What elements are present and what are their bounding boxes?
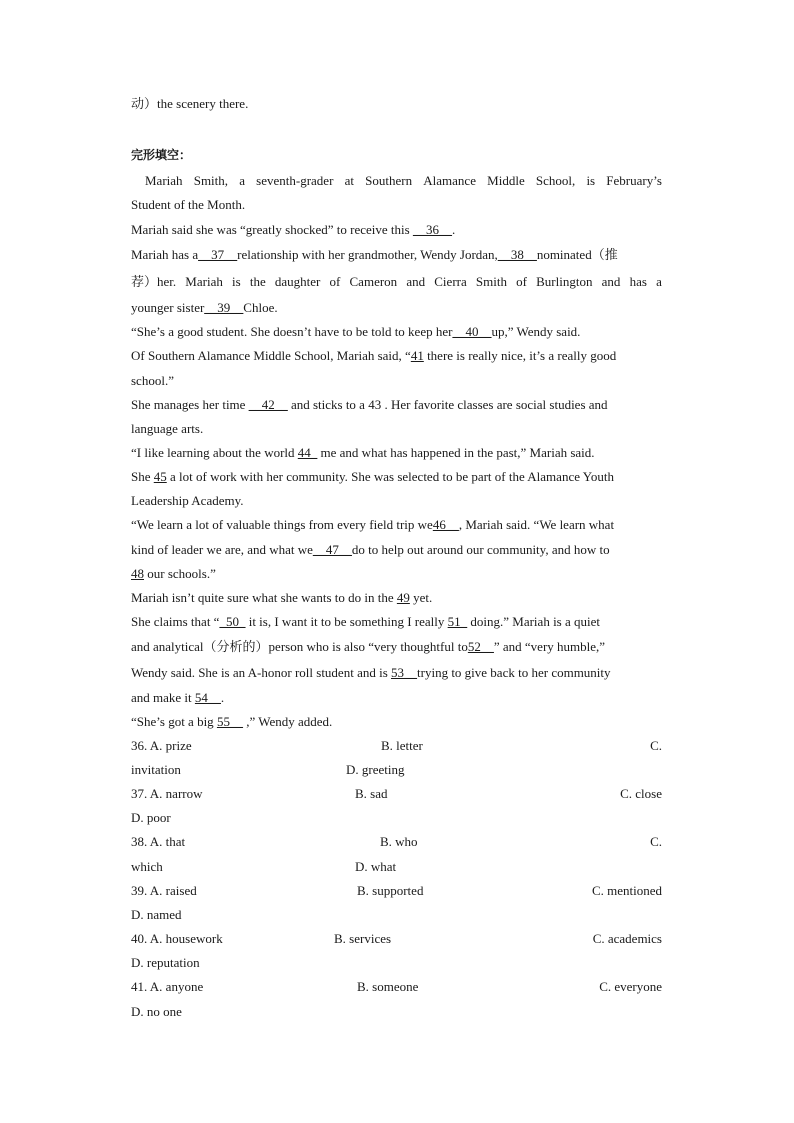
- blank-46: 46__: [432, 517, 459, 532]
- question-38-option-d: D. what: [355, 859, 397, 874]
- question-36-option-c: C.: [650, 738, 662, 753]
- question-38-option-c-text: which: [131, 859, 163, 874]
- passage-line-15: [131, 517, 662, 533]
- question-41-option-b: B. someone: [357, 979, 419, 994]
- question-39-option-b: B. supported: [357, 883, 424, 898]
- question-37-option-a: 37. A. narrow: [131, 786, 203, 801]
- text: and make it: [131, 690, 195, 705]
- blank-37: __37__: [198, 247, 238, 262]
- question-36-option-d: D. greeting: [346, 762, 405, 777]
- intro-line: [131, 96, 662, 112]
- question-40-option-d: D. reputation: [131, 955, 200, 970]
- blank-53: 53__: [391, 665, 418, 680]
- word: 荐）her.: [131, 274, 177, 289]
- word: the: [249, 274, 266, 289]
- passage-line-12: [131, 445, 662, 461]
- blank-49: 49: [396, 590, 410, 605]
- passage-line-6: [131, 300, 662, 316]
- text: me and what has happened in the past,” Mariah said.: [317, 445, 595, 460]
- question-41-option-a: 41. A. anyone: [131, 979, 204, 994]
- passage-line-23: [131, 714, 662, 730]
- word: a: [239, 173, 245, 188]
- blank-36: __36__: [412, 222, 452, 237]
- word: of: [516, 274, 527, 289]
- text: Of Southern Alamance Middle School, Mariah said, “: [131, 348, 411, 363]
- text: , Mariah said. “We learn what: [458, 517, 615, 532]
- text: Mariah isn’t quite sure what she wants to do in the: [131, 590, 397, 605]
- passage-line-4: [131, 247, 662, 263]
- passage-line-9: school.”: [131, 373, 174, 388]
- passage-line-3: [131, 222, 662, 238]
- text: it is, I want it to be something I really: [245, 614, 448, 629]
- text: “We learn a lot of valuable things from every field trip we: [131, 517, 433, 532]
- blank-41: 41: [410, 348, 424, 363]
- text: kind of leader we are, and what we: [131, 542, 313, 557]
- blank-44: 44_: [297, 445, 318, 460]
- text: ” and “very humble,”: [493, 639, 606, 654]
- question-41-option-d: D. no one: [131, 1004, 182, 1019]
- question-36-option-a: 36. A. prize: [131, 738, 192, 753]
- text: She manages her time: [131, 397, 249, 412]
- passage-line-20: [131, 639, 662, 655]
- text: and sticks to a 43 . Her favorite classes are social studies and: [287, 397, 608, 412]
- passage-line-13: [131, 469, 662, 485]
- word: Mariah: [185, 274, 223, 289]
- question-40-option-a: 40. A. housework: [131, 931, 223, 946]
- intro-line-text: the scenery there.: [157, 96, 249, 111]
- text: “I like learning about the world: [131, 445, 298, 460]
- word: has: [629, 274, 647, 289]
- blank-51: 51_: [447, 614, 468, 629]
- text: younger sister: [131, 300, 205, 315]
- passage-line-7: [131, 324, 662, 340]
- word: is: [586, 173, 596, 188]
- question-36-option-b: B. letter: [381, 738, 423, 753]
- text: “She’s a good student. She doesn’t have to be told to keep her: [131, 324, 453, 339]
- text: do to help out around our community, and how to: [351, 542, 610, 557]
- question-40-option-c: C. academics: [592, 931, 662, 946]
- word: Smith,: [193, 173, 229, 188]
- passage-line-8: [131, 348, 662, 364]
- question-36-option-c-text: invitation: [131, 762, 181, 777]
- passage-line-10: [131, 397, 662, 413]
- passage-line-5: [131, 274, 662, 290]
- question-37-option-b: B. sad: [355, 786, 388, 801]
- text: .: [451, 222, 456, 237]
- word: Alamance: [423, 173, 476, 188]
- text: Mariah has a: [131, 247, 199, 262]
- text: Wendy said. She is an A-honor roll student and is: [131, 665, 392, 680]
- word: February’s: [606, 173, 662, 188]
- passage-line-17: [131, 566, 662, 582]
- word: Southern: [365, 173, 413, 188]
- passage-line-11: language arts.: [131, 421, 204, 436]
- question-37-option-d: D. poor: [131, 810, 171, 825]
- text: She: [131, 469, 154, 484]
- text: a lot of work with her community. She was selected to be part of the Alamance Youth: [166, 469, 614, 484]
- word: Smith: [475, 274, 507, 289]
- question-38-option-c: C.: [650, 834, 662, 849]
- text: She claims that “: [131, 614, 220, 629]
- text: ,” Wendy added.: [242, 714, 333, 729]
- word: at: [344, 173, 354, 188]
- text: relationship with her grandmother, Wendy Jordan,: [237, 247, 498, 262]
- blank-47: __47__: [312, 542, 352, 557]
- word: and: [406, 274, 426, 289]
- word: Cierra: [434, 274, 467, 289]
- text: .: [220, 690, 225, 705]
- question-40-option-b: B. services: [334, 931, 392, 946]
- text: trying to give back to her community: [417, 665, 611, 680]
- word: daughter: [274, 274, 321, 289]
- word: Cameron: [349, 274, 398, 289]
- blank-55: 55__: [216, 714, 243, 729]
- section-heading: 完形填空：: [131, 148, 192, 162]
- question-39-option-c: C. mentioned: [591, 883, 662, 898]
- text: nominated（推: [536, 247, 618, 262]
- blank-50: _50_: [219, 614, 246, 629]
- word: of: [329, 274, 341, 289]
- intro-line-prefix: 动）: [131, 96, 158, 111]
- blank-40: __40__: [452, 324, 492, 339]
- question-39-option-d: D. named: [131, 907, 182, 922]
- question-37-option-c: C. close: [620, 786, 662, 801]
- blank-52: 52__: [467, 639, 494, 654]
- blank-45: 45: [153, 469, 167, 484]
- word: is: [232, 274, 241, 289]
- question-38-option-a: 38. A. that: [131, 834, 186, 849]
- text: Mariah said she was “greatly shocked” to receive this: [131, 222, 413, 237]
- blank-38: __38__: [497, 247, 537, 262]
- passage-line-2: Student of the Month.: [131, 197, 246, 212]
- blank-39: __39__: [204, 300, 244, 315]
- word: School,: [535, 173, 576, 188]
- word: Middle: [487, 173, 525, 188]
- passage-line-14: Leadership Academy.: [131, 493, 244, 508]
- text: and analytical（分析的）person who is also “very thoughtful to: [131, 639, 468, 654]
- word: Mariah: [145, 173, 183, 188]
- text: there is really nice, it’s a really good: [423, 348, 617, 363]
- question-38-option-b: B. who: [380, 834, 418, 849]
- passage-line-18: [131, 590, 662, 606]
- text: Chloe.: [243, 300, 278, 315]
- text: doing.” Mariah is a quiet: [467, 614, 600, 629]
- passage-line-22: [131, 690, 662, 706]
- passage-line-16: [131, 542, 662, 558]
- question-41-option-c: C. everyone: [599, 979, 662, 994]
- blank-42: __42__: [248, 397, 288, 412]
- text: our schools.”: [144, 566, 216, 581]
- word: seventh-grader: [256, 173, 334, 188]
- text: up,” Wendy said.: [491, 324, 581, 339]
- word: a: [656, 274, 662, 289]
- passage-line-19: [131, 614, 662, 630]
- word: Burlington: [536, 274, 593, 289]
- word: and: [601, 274, 621, 289]
- passage-line-21: [131, 665, 662, 681]
- blank-48: 48: [131, 566, 144, 581]
- blank-54: 54__: [194, 690, 221, 705]
- text: yet.: [409, 590, 433, 605]
- text: “She’s got a big: [131, 714, 217, 729]
- passage-line-1: [131, 173, 662, 189]
- question-39-option-a: 39. A. raised: [131, 883, 197, 898]
